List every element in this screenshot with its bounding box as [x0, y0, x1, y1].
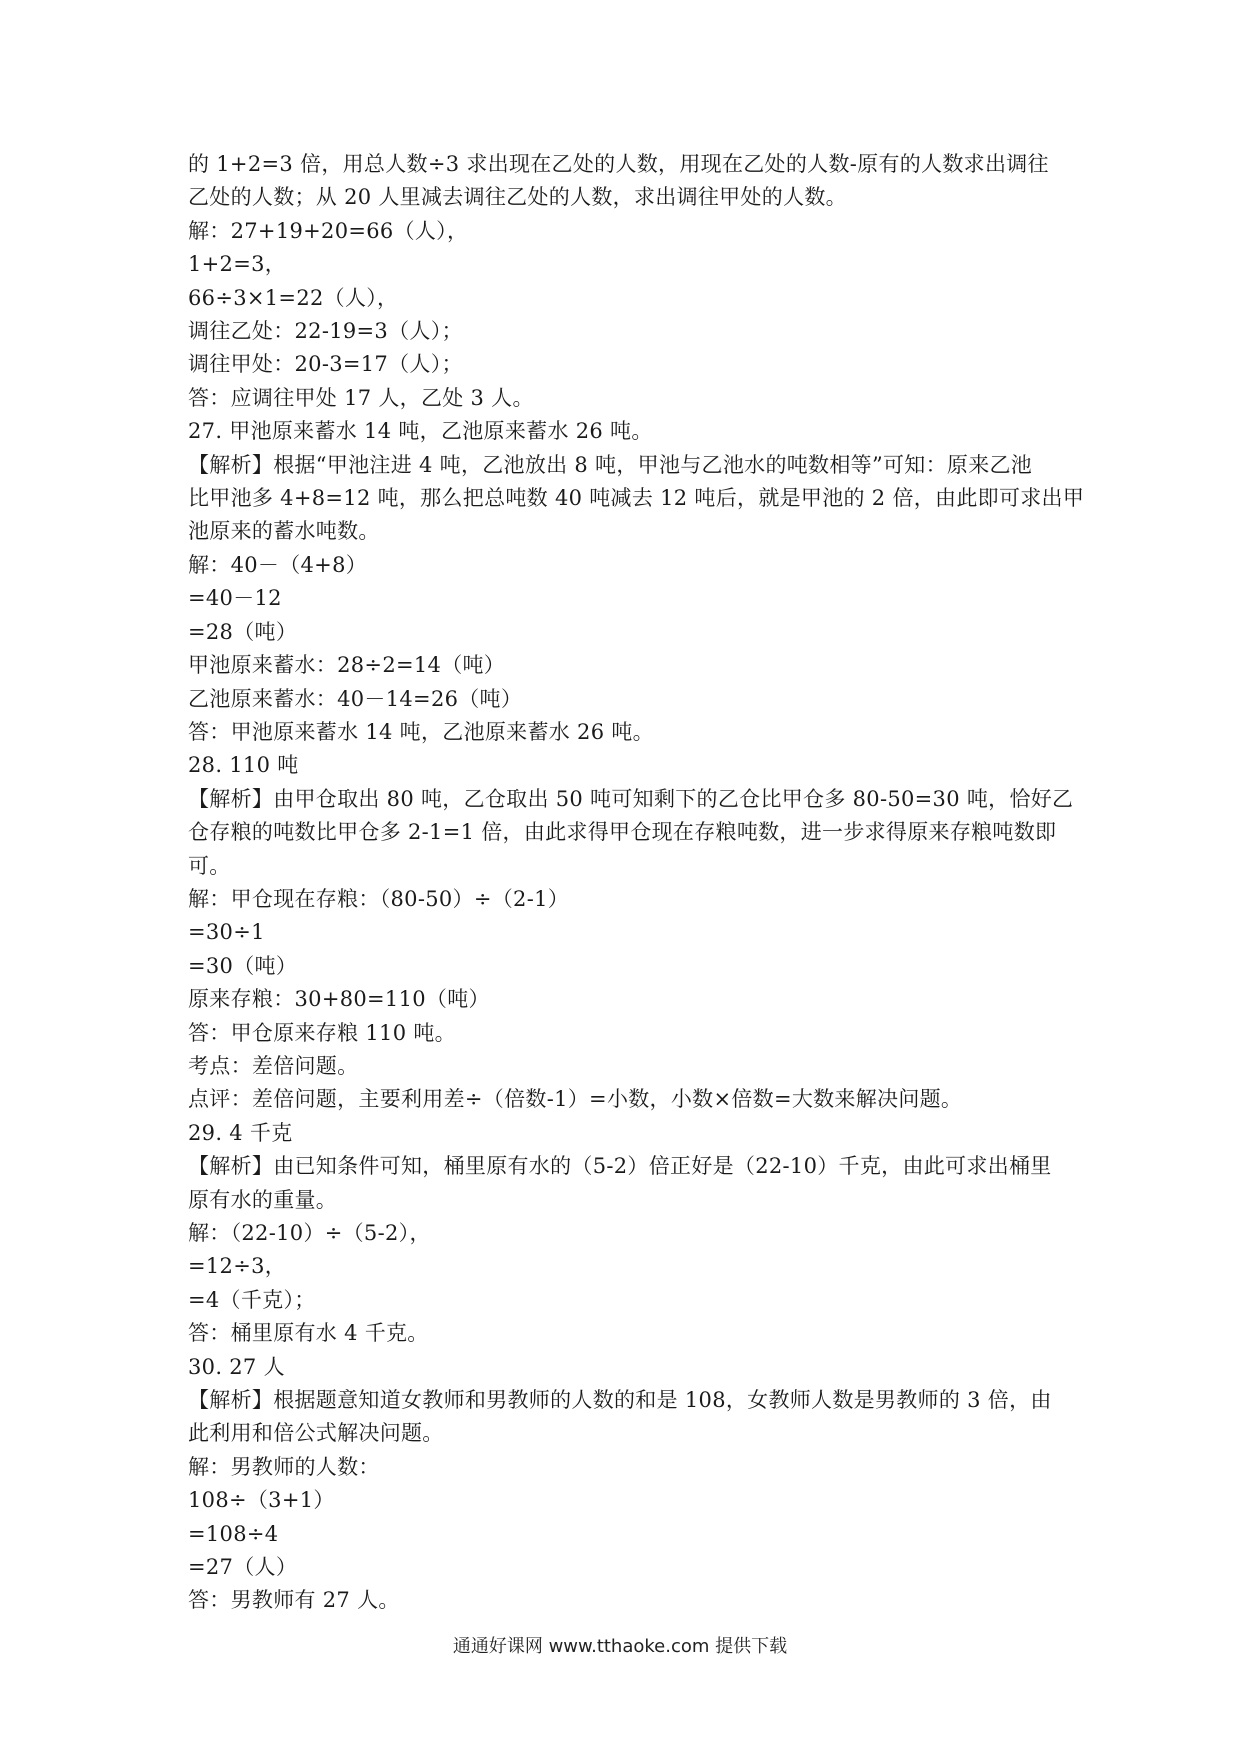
text-line: 仓存粮的吨数比甲仓多 2-1=1 倍，由此求得甲仓现在存粮吨数，进一步求得原来存粮吨数即	[188, 820, 1057, 845]
text-line: 答：男教师有 27 人。	[188, 1588, 400, 1613]
text-line: =28（吨）	[188, 619, 298, 644]
text-line: 66÷3×1=22（人），	[188, 285, 399, 310]
text-line: 调往乙处：22-19=3（人）；	[188, 319, 463, 344]
text-line: 【解析】根据“甲池注进 4 吨，乙池放出 8 吨，甲池与乙池水的吨数相等”可知：原来乙池	[188, 452, 1033, 477]
text-line: 原有水的重量。	[188, 1187, 338, 1212]
text-line: 池原来的蓄水吨数。	[188, 519, 380, 544]
page-footer: 通通好课网 www.tthaoke.com 提供下载	[452, 1636, 788, 1657]
text-line: 解：27+19+20=66（人），	[188, 218, 469, 243]
text-line: 【解析】由甲仓取出 80 吨，乙仓取出 50 吨可知剩下的乙仓比甲仓多 80-50=30 吨，恰好乙	[188, 786, 1074, 811]
text-line: 27. 甲池原来蓄水 14 吨，乙池原来蓄水 26 吨。	[188, 419, 653, 444]
text-line: 比甲池多 4+8=12 吨，那么把总吨数 40 吨减去 12 吨后，就是甲池的 2 倍，由此即可求出甲	[188, 486, 1085, 511]
text-line: =40－12	[188, 586, 282, 611]
text-line: =12÷3，	[188, 1254, 287, 1279]
text-line: 【解析】根据题意知道女教师和男教师的人数的和是 108，女教师人数是男教师的 3 倍，由	[188, 1388, 1052, 1413]
text-line: 此利用和倍公式解决问题。	[188, 1421, 444, 1446]
text-line: 调往甲处：20-3=17（人）；	[188, 352, 463, 377]
text-line: 点评：差倍问题，主要利用差÷（倍数-1）=小数，小数×倍数=大数来解决问题。	[188, 1087, 963, 1112]
text-line: =27（人）	[188, 1555, 298, 1580]
text-line: =30÷1	[188, 920, 265, 945]
text-line: 考点：差倍问题。	[188, 1053, 359, 1078]
text-line: 的 1+2=3 倍，用总人数÷3 求出现在乙处的人数，用现在乙处的人数-原有的人数求出调往	[188, 152, 1049, 176]
text-line: 乙池原来蓄水：40－14=26（吨）	[188, 686, 523, 711]
document-body	[188, 148, 1085, 1618]
text-line: 答：甲仓原来存粮 110 吨。	[188, 1020, 456, 1045]
text-line: 答：甲池原来蓄水 14 吨，乙池原来蓄水 26 吨。	[188, 719, 654, 744]
text-line: 解：（22-10）÷（5-2），	[188, 1221, 431, 1245]
text-line: 30. 27 人	[188, 1354, 285, 1379]
text-line: 28. 110 吨	[188, 753, 299, 778]
text-line: 解：40－（4+8）	[188, 552, 368, 577]
text-line: 答：应调往甲处 17 人，乙处 3 人。	[188, 385, 534, 410]
text-line: 1+2=3，	[188, 252, 287, 277]
text-line: 【解析】由已知条件可知，桶里原有水的（5-2）倍正好是（22-10）千克，由此可求出桶里	[188, 1154, 1052, 1179]
text-line: 可。	[188, 853, 231, 878]
text-line: 108÷（3+1）	[188, 1488, 335, 1513]
text-line: 解：甲仓现在存粮：（80-50）÷（2-1）	[188, 886, 570, 911]
text-line: =30（吨）	[188, 953, 298, 978]
text-line: 解：男教师的人数：	[188, 1454, 380, 1479]
text-line: 原来存粮：30+80=110（吨）	[188, 987, 490, 1012]
text-line: =4（千克）；	[188, 1287, 316, 1312]
text-line: 答：桶里原有水 4 千克。	[188, 1321, 429, 1346]
text-line: 甲池原来蓄水：28÷2=14（吨）	[188, 653, 506, 678]
text-line: 29. 4 千克	[188, 1120, 293, 1145]
text-line: =108÷4	[188, 1521, 279, 1546]
text-line: 乙处的人数；从 20 人里减去调往乙处的人数，求出调往甲处的人数。	[188, 185, 847, 210]
